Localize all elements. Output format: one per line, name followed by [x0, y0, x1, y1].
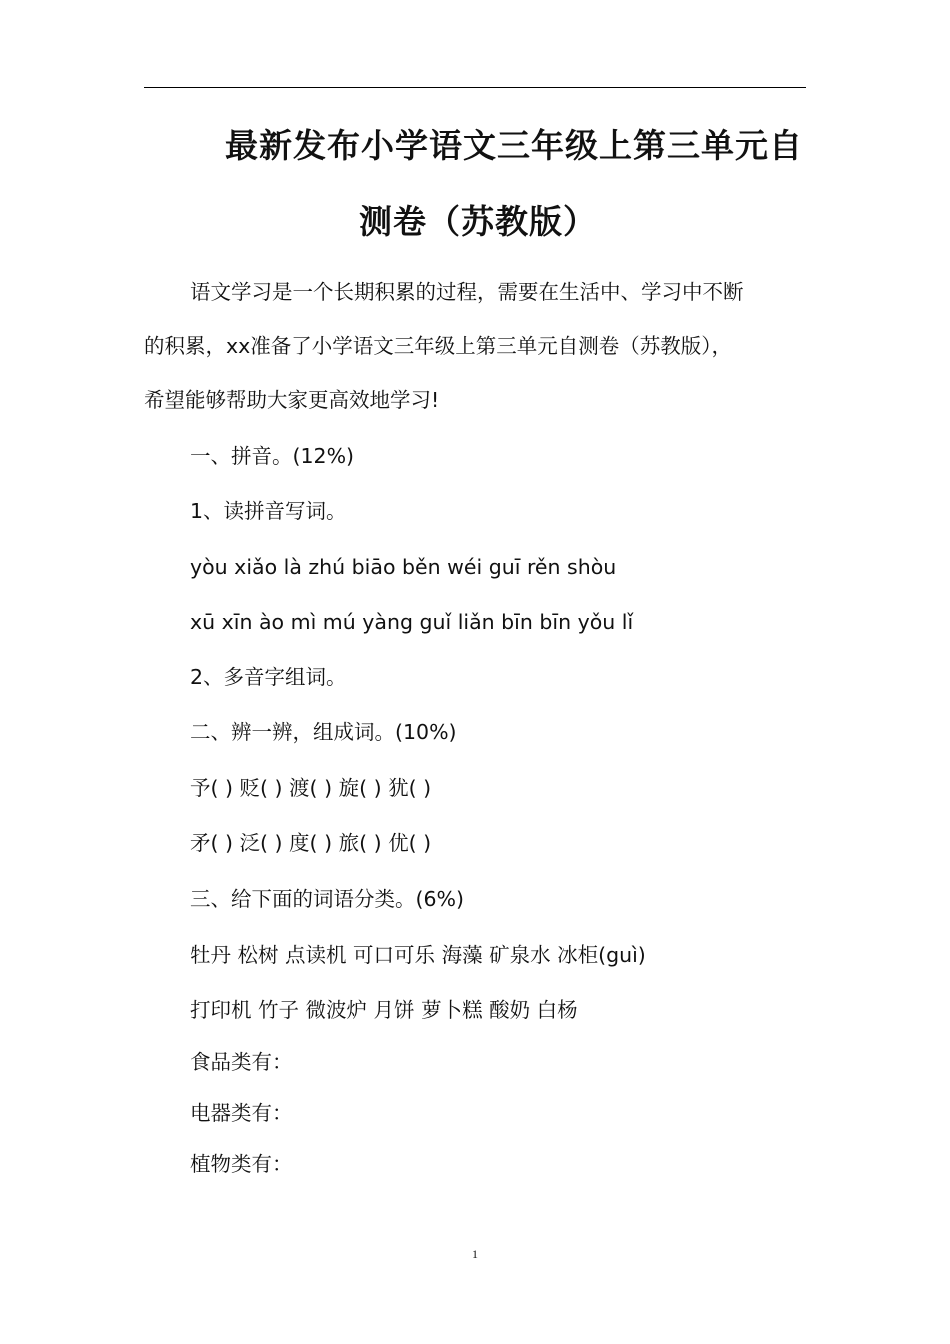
section-pinyin-heading: 一、拼音。(12%): [190, 444, 355, 468]
question-1-heading: 1、读拼音写词。: [190, 499, 347, 523]
section-distinguish-heading: 二、辨一辨，组成词。(10%): [190, 720, 457, 744]
document-title-line-1: 最新发布小学语文三年级上第三单元自: [225, 126, 803, 165]
appliance-category-line: 电器类有：: [190, 1101, 293, 1125]
document-title-line-2: 测卷（苏教版）: [359, 202, 597, 241]
food-category-line: 食品类有：: [190, 1050, 293, 1074]
pinyin-line-2: xū xīn ào mì mú yàng guǐ liǎn bīn bīn yǒu lǐ: [190, 610, 634, 634]
page-number: 1: [472, 1247, 478, 1261]
plant-category-line: 植物类有：: [190, 1152, 293, 1176]
question-2-heading: 2、多音字组词。: [190, 665, 347, 689]
intro-line-3: 希望能够帮助大家更高效地学习!: [144, 388, 440, 412]
word-list-line-1: 牡丹 松树 点读机 可口可乐 海藻 矿泉水 冰柜(guì): [190, 943, 646, 967]
intro-line-2: 的积累，xx准备了小学语文三年级上第三单元自测卷（苏教版），: [144, 334, 733, 358]
header-rule: [144, 87, 806, 88]
pinyin-line-1: yòu xiǎo là zhú biāo běn wéi guī rěn shòu: [190, 555, 617, 579]
word-list-line-2: 打印机 竹子 微波炉 月饼 萝卜糕 酸奶 白杨: [190, 998, 578, 1022]
distinguish-line-1: 予( ) 贬( ) 渡( ) 旋( ) 犹( ): [190, 776, 432, 800]
intro-line-1: 语文学习是一个长期积累的过程，需要在生活中、学习中不断: [190, 280, 744, 304]
section-classify-heading: 三、给下面的词语分类。(6%): [190, 887, 465, 911]
distinguish-line-2: 矛( ) 泛( ) 度( ) 旅( ) 优( ): [190, 831, 432, 855]
